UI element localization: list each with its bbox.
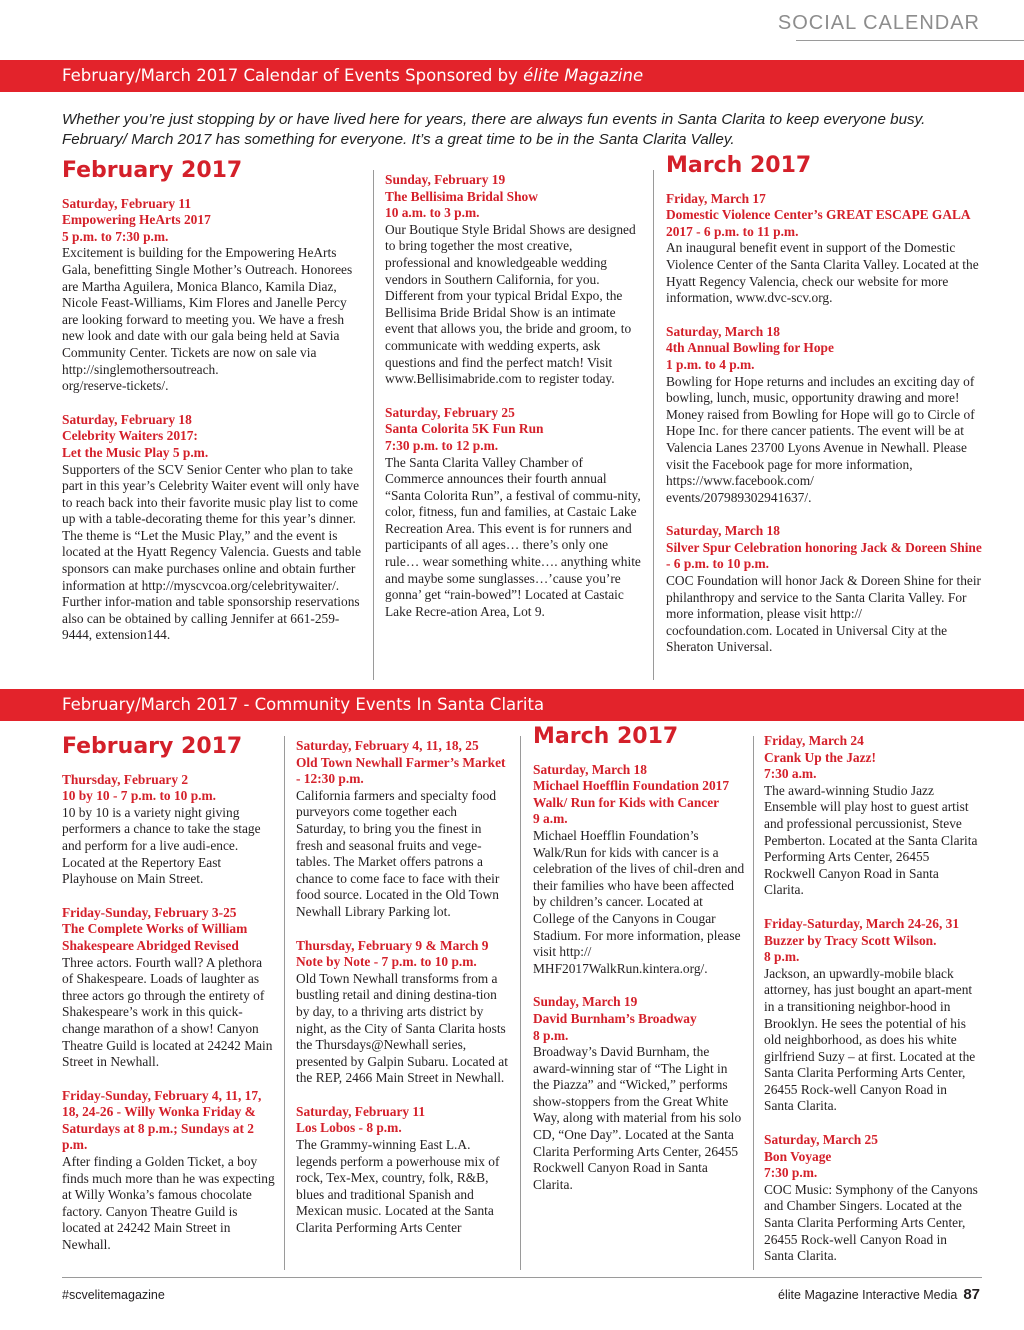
month-heading: February 2017 [62, 158, 243, 183]
event-title: Saturday, March 18 Michael Hoefflin Foundation 2017 Walk/ Run for Kids with Cancer 9 a.m. [533, 761, 730, 827]
event-description: The Santa Clarita Valley Chamber of Commerce announces their fourth annual “Santa Colorita Run”, a festival of commu-nity, color, fitness, fun and families, at Castaic Lake Recreation Area. This event is for runners and participants of all ages… there’s only one rule… wear something white…. anything white and maybe some sunglasses…’cause you’re gonna’ get “rain-bowed”! Located at Castaic Lake Recre-ation Area, Lot 9. [385, 454, 641, 619]
month-heading: March 2017 [666, 153, 812, 178]
event-title: Saturday, March 18 4th Annual Bowling for Hope 1 p.m. to 4 p.m. [666, 323, 834, 372]
event-description: The award-winning Studio Jazz Ensemble will play host to guest artist and professional percussionist, Steve Pemberton. Located at the Santa Clarita Performing Arts Center, 26455 Rockwell Canyon Road in Santa Clarita. [764, 782, 978, 898]
event-description: California farmers and specialty food purveyors come together each Saturday, to bring you the finest in fresh and seasonal fruits and vege-tables. The Market offers patrons a chance to come face to face with their food source. Located in the Old Town Newhall Library Parking lot. [296, 787, 500, 919]
event-title: Friday-Saturday, March 24-26, 31 Buzzer by Tracy Scott Wilson. 8 p.m. [764, 915, 960, 965]
event-item [62, 412, 364, 644]
event-description: Bowling for Hope returns and includes an exciting day of bowling, lunch, music, opportunity drawing and more! Money raised from Bowling for Hope will go to Circle of Hope Inc. for there cancer patients. The event will be at Valencia Lanes 23700 Lyons Avenue in Newhall. Please visit the Facebook page for more information, https://www.facebook.com/ events/207989302941637/. [666, 373, 975, 505]
event-title: Saturday, February 25 Santa Colorita 5K Fun Run 7:30 p.m. to 12 p.m. [385, 404, 544, 453]
event-item [385, 172, 641, 388]
event-list [533, 762, 747, 1194]
footer-credit [778, 1286, 980, 1303]
event-title: Friday, March 17 Domestic Violence Center’s GREAT ESCAPE GALA 2017 - 6 p.m. to 11 p.m. [666, 190, 971, 239]
publication-name: élite Magazine Interactive Media [778, 1288, 958, 1302]
sponsored-col-1 [62, 158, 364, 661]
event-title: Sunday, February 19 The Bellisima Bridal Show 10 a.m. to 3 p.m. [385, 172, 538, 221]
community-col-2 [296, 738, 510, 1254]
event-list [764, 733, 978, 1265]
event-item [385, 405, 641, 621]
event-item [296, 938, 510, 1087]
event-list [385, 172, 641, 620]
sponsored-banner-text: February/March 2017 Calendar of Events Sponsored by [62, 66, 524, 85]
community-col-3 [533, 724, 747, 1210]
event-item [764, 1132, 978, 1265]
event-description: Our Boutique Style Bridal Shows are designed to bring together the most creative, professional and knowledgeable wedding vendors in Southern California, for you. Different from your typical Bridal Expo, the Bellisima Bride Bridal Show is an intimate event that allows you, the bride and groom, to communicate with wedding experts, ask questions and find the perfect match! Visit www.Bellisimabride.com to register today. [385, 221, 636, 387]
footer-hashtag: #scvelitemagazine [62, 1288, 165, 1302]
community-col-4 [764, 733, 978, 1282]
event-item [62, 905, 276, 1071]
community-banner [0, 689, 1024, 721]
event-title: Saturday, February 4, 11, 18, 25 Old Town Newhall Farmer’s Market - 12:30 p.m. [296, 738, 506, 787]
event-item [62, 1088, 276, 1254]
event-description: After finding a Golden Ticket, a boy finds much more than he was expecting at Willy Wonka’s famous chocolate factory. Canyon Theatre Guild is located at 24242 Main Street in Newhall. [62, 1154, 275, 1253]
event-title: Thursday, February 9 & March 9 Note by Note - 7 p.m. to 10 p.m. [296, 937, 489, 970]
event-title: Friday-Sunday, February 3-25 The Complete Works of William Shakespeare Abridged Revised [62, 904, 248, 953]
event-description: Broadway’s David Burnham, the award-winning star of “The Light in the Piazza” and “Wicked,” performs show-stoppers from the Great White Way, along with material from his solo CD, “One Day”. Located at the Santa Clarita Performing Arts Center, 26455 Rockwell Canyon Road in Santa Clarita. [533, 1044, 742, 1192]
event-description: The Grammy-winning East L.A. legends perform a powerhouse mix of rock, Tex-Mex, country, folk, R&B, blues and traditional Spanish and Mexican music. Located at the Santa Clarita Performing Arts Center [296, 1137, 500, 1236]
intro-text: Whether you’re just stopping by or have lived here for years, there are always fun events in Santa Clarita to keep everyone busy. February/ March 2017 has something for everyone. It’s a great time to be in the Santa Clarita Valley. [62, 111, 926, 148]
event-title: Saturday, February 18 Celebrity Waiters 2017: Let the Music Play 5 p.m. [62, 411, 209, 460]
event-description: Three actors. Fourth wall? A plethora of Shakespeare. Loads of laughter as three actors go through the entirety of Shakespeare’s work in this quick-change marathon of a show! Canyon Theatre Guild is located at 24242 Main Street in Newhall. [62, 954, 273, 1070]
column-divider [520, 736, 521, 1270]
event-description: Jackson, an upwardly-mobile black attorney, has just bought an apart-ment in a transitioning neighbor-hood in Brooklyn. He sees the potential of his old neighborhood, as does his white girlfriend Suzy – at first. Located at the Santa Clarita Performing Arts Center, 26455 Rock-well Canyon Road in Santa Clarita. [764, 965, 976, 1114]
event-item [62, 196, 364, 395]
event-item [764, 916, 978, 1115]
sponsored-col-3 [666, 153, 984, 673]
sponsored-banner [0, 60, 1024, 92]
event-title: Thursday, February 2 10 by 10 - 7 p.m. to 10 p.m. [62, 771, 216, 804]
column-divider [653, 170, 654, 680]
event-title: Friday-Sunday, February 4, 11, 17, 18, 24-26 - Willy Wonka Friday & Saturdays at 8 p.m.; Sundays at 2 p.m. [62, 1087, 262, 1153]
footer-rule [62, 1277, 982, 1278]
column-divider [753, 736, 754, 1270]
event-description: Old Town Newhall transforms from a bustling retail and dining destina-tion by day, to a thriving arts district by night, as the City of Santa Clarita hosts the Thursdays@Newhall series, presented by Galpin Subaru. Located at the REP, 2466 Main Street in Newhall. [296, 970, 508, 1086]
event-description: 10 by 10 is a variety night giving performers a chance to take the stage and perform for a live audi-ence. Located at the Repertory East Playhouse on Main Street. [62, 804, 261, 887]
event-title: Saturday, March 25 Bon Voyage 7:30 p.m. [764, 1132, 878, 1181]
header-rule [796, 40, 1024, 41]
event-item [666, 191, 984, 307]
event-title: Saturday, March 18 Silver Spur Celebration honoring Jack & Doreen Shine - 6 p.m. to 10 p.m. [666, 523, 982, 572]
month-heading: March 2017 [533, 724, 679, 749]
section-label: SOCIAL CALENDAR [777, 12, 980, 34]
event-description: Supporters of the SCV Senior Center who plan to take part in this year’s Celebrity Waiter event will only have to reach back into their favorite music play list to come up with a table-decorating theme for this year’s dinner. The theme is “Let the Music Play,” and the event is located at the Hyatt Regency Valencia. Guests and table sponsors can make purchases online and obtain further information at http://myscvcoa.org/celebritywaiter/. Further infor-mation and table sponsorship reservations also can be obtained by calling Jennifer at 661-259-9444, extension144. [62, 461, 362, 643]
event-item [533, 762, 747, 978]
column-divider [373, 170, 374, 680]
event-item [764, 733, 978, 899]
brand-name: élite Magazine [523, 66, 644, 85]
event-item [533, 994, 747, 1193]
event-item [666, 324, 984, 507]
event-title: Saturday, February 11 Los Lobos - 8 p.m. [296, 1103, 426, 1136]
event-item [666, 523, 984, 656]
event-description: An inaugural benefit event in support of the Domestic Violence Center of the Santa Clarita Valley. Located at the Hyatt Regency Valencia, check our website for more information, www.dvc-scv.org. [666, 240, 979, 306]
community-banner-text: February/March 2017 - Community Events In Santa Clarita [62, 695, 545, 714]
event-description: COC Music: Symphony of the Canyons and Chamber Singers. Located at the Santa Clarita Performing Arts Center, 26455 Rock-well Canyon Road in Santa Clarita. [764, 1181, 978, 1264]
column-divider [284, 736, 285, 1270]
event-item [296, 1104, 510, 1237]
event-list [296, 738, 510, 1237]
event-title: Sunday, March 19 David Burnham’s Broadway 8 p.m. [533, 994, 697, 1043]
event-title: Saturday, February 11 Empowering HeArts 2017 5 p.m. to 7:30 p.m. [62, 195, 211, 244]
event-item [296, 738, 510, 921]
month-heading: February 2017 [62, 734, 243, 759]
event-list [62, 196, 364, 644]
event-list [62, 772, 276, 1254]
community-col-1 [62, 734, 276, 1271]
event-list [666, 191, 984, 656]
event-item [62, 772, 276, 888]
event-description: Michael Hoefflin Foundation’s Walk/Run for kids with cancer is a celebration of the lives of chil-dren and their families who have been affected by children’s cancer. Located at College of the Canyons in Cougar Stadium. For more information, please visit http:// MHF2017WalkRun.kintera.org/. [533, 827, 745, 976]
event-description: COC Foundation will honor Jack & Doreen Shine for their philanthropy and service to the Santa Clarita Valley. For more information, please visit http:// cocfoundation.com. Located in Universal City at the Sheraton Universal. [666, 573, 982, 655]
page-number: 87 [963, 1286, 980, 1303]
event-title: Friday, March 24 Crank Up the Jazz! 7:30 a.m. [764, 733, 876, 782]
event-description: Excitement is building for the Empowering HeArts Gala, benefitting Single Mother’s Outreach. Honorees are Martha Aguilera, Monica Blanco, Kamila Diaz, Nicole Feast-Williams, Kim Flores and Janelle Percy are looking forward to meeting you. We have a fresh new look and date with our gala being held at Savia Community Center. Tickets are now on sale via http://singlemothersoutreach. org/reserve-tickets/. [62, 245, 353, 394]
sponsored-col-2 [385, 172, 641, 637]
